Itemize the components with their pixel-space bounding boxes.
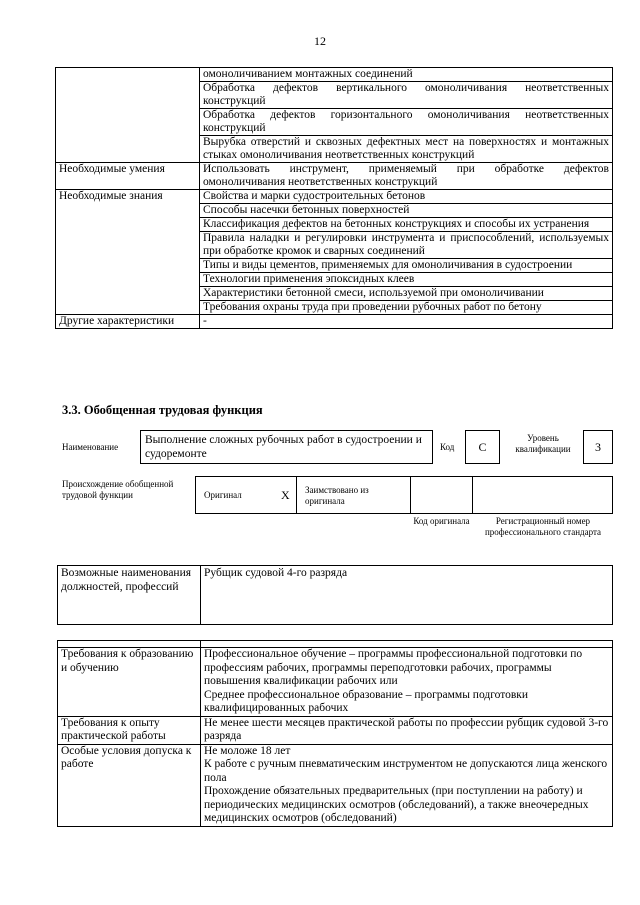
original-mark: X bbox=[281, 488, 290, 502]
level-label: Уровень квалификации bbox=[515, 433, 571, 454]
list-item: Профессиональное обучение – программы профессиональной подготовки по профессиям рабочих, программы переподготовки рабочих, программы повышения квалификации рабочих или bbox=[204, 648, 583, 687]
code-label: Код bbox=[440, 442, 455, 452]
table-row bbox=[56, 163, 613, 190]
list-item: Вырубка отверстий и сквозных дефектных мест на поверхностях и монтажных стыках омоноличивания неответственных конструкций bbox=[200, 136, 613, 163]
table-row bbox=[56, 190, 613, 204]
row-label bbox=[56, 68, 200, 163]
level-value: 3 bbox=[583, 430, 613, 464]
table-row bbox=[58, 641, 613, 648]
origin-label: Происхождение обобщенной трудовой функции bbox=[62, 479, 174, 500]
list-item: Классификация дефектов на бетонных конструкциях и способы их устранения bbox=[200, 218, 613, 232]
list-item: Среднее профессиональное образование – программы подготовки квалифицированных рабочих bbox=[204, 688, 529, 714]
conditions-label: Особые условия допуска к работе bbox=[58, 744, 201, 826]
list-item: - bbox=[200, 315, 613, 329]
experience-label: Требования к опыту практической работы bbox=[58, 716, 201, 744]
original-cell bbox=[195, 476, 297, 514]
education-label: Требования к образованию и обучению bbox=[58, 648, 201, 717]
row-label-skills: Необходимые умения bbox=[56, 163, 200, 190]
section-title: 3.3. Обобщенная трудовая функция bbox=[62, 403, 263, 417]
skills-knowledge-table bbox=[55, 67, 613, 329]
requirements-table bbox=[57, 640, 613, 827]
borrowed-cell bbox=[296, 476, 411, 514]
list-item: Обработка дефектов горизонтального омоноличивания неответственных конструкций bbox=[200, 109, 613, 136]
code-value: C bbox=[465, 430, 500, 464]
positions-value: Рубщик судовой 4-го разряда bbox=[201, 566, 613, 625]
education-value bbox=[201, 648, 613, 717]
table-row bbox=[58, 648, 613, 717]
reg-number-cell bbox=[472, 476, 613, 514]
list-item: Прохождение обязательных предварительных (при поступлении на работу) и периодических медицинских осмотров (обследований), а также внеочередных медицинских осмотров (обследований) bbox=[204, 785, 589, 824]
list-item: Технологии применения эпоксидных клеев bbox=[200, 273, 613, 287]
original-label: Оригинал bbox=[204, 490, 242, 500]
experience-value: Не менее шести месяцев практической работы по профессии рубщик судовой 3-го разряда bbox=[201, 716, 613, 744]
list-item: Не моложе 18 лет bbox=[204, 744, 291, 757]
row-label-knowledge: Необходимые знания bbox=[56, 190, 200, 315]
reg-number-caption: Регистрационный номер профессионального стандарта bbox=[484, 516, 602, 537]
list-item: Типы и виды цементов, применяемых для омоноличивания в судостроении bbox=[200, 259, 613, 273]
name-label: Наименование bbox=[62, 442, 119, 452]
row-label-other: Другие характеристики bbox=[56, 315, 200, 329]
function-name-value: Выполнение сложных рубочных работ в судостроении и судоремонте bbox=[140, 430, 433, 464]
page-number: 12 bbox=[314, 34, 326, 48]
list-item: Требования охраны труда при проведении рубочных работ по бетону bbox=[200, 301, 613, 315]
list-item: Обработка дефектов вертикального омоноличивания неответственных конструкций bbox=[200, 82, 613, 109]
conditions-value bbox=[201, 744, 613, 826]
table-row bbox=[56, 315, 613, 329]
table-row bbox=[56, 68, 613, 82]
code-original-caption: Код оригинала bbox=[413, 516, 470, 526]
list-item: Свойства и марки судостроительных бетонов bbox=[200, 190, 613, 204]
list-item: К работе с ручным пневматическим инструментом не допускаются лица женского пола bbox=[204, 758, 608, 784]
positions-table bbox=[57, 565, 613, 625]
table-row bbox=[58, 716, 613, 744]
table-row bbox=[58, 566, 613, 625]
list-item: Правила наладки и регулировки инструмента и приспособлений, используемых при обработке кромок и сварных соединений bbox=[200, 232, 613, 259]
list-item: Характеристики бетонной смеси, используемой при омоноличивании bbox=[200, 287, 613, 301]
borrowed-label: Заимствовано из оригинала bbox=[305, 485, 369, 506]
code-original-cell bbox=[410, 476, 473, 514]
positions-label: Возможные наименования должностей, профессий bbox=[58, 566, 201, 625]
list-item: омоноличиванием монтажных соединений bbox=[200, 68, 613, 82]
list-item: Способы насечки бетонных поверхностей bbox=[200, 204, 613, 218]
list-item: Использовать инструмент, применяемый при обработке дефектов омоноличивания неответственных конструкций bbox=[200, 163, 613, 190]
table-row bbox=[58, 744, 613, 826]
